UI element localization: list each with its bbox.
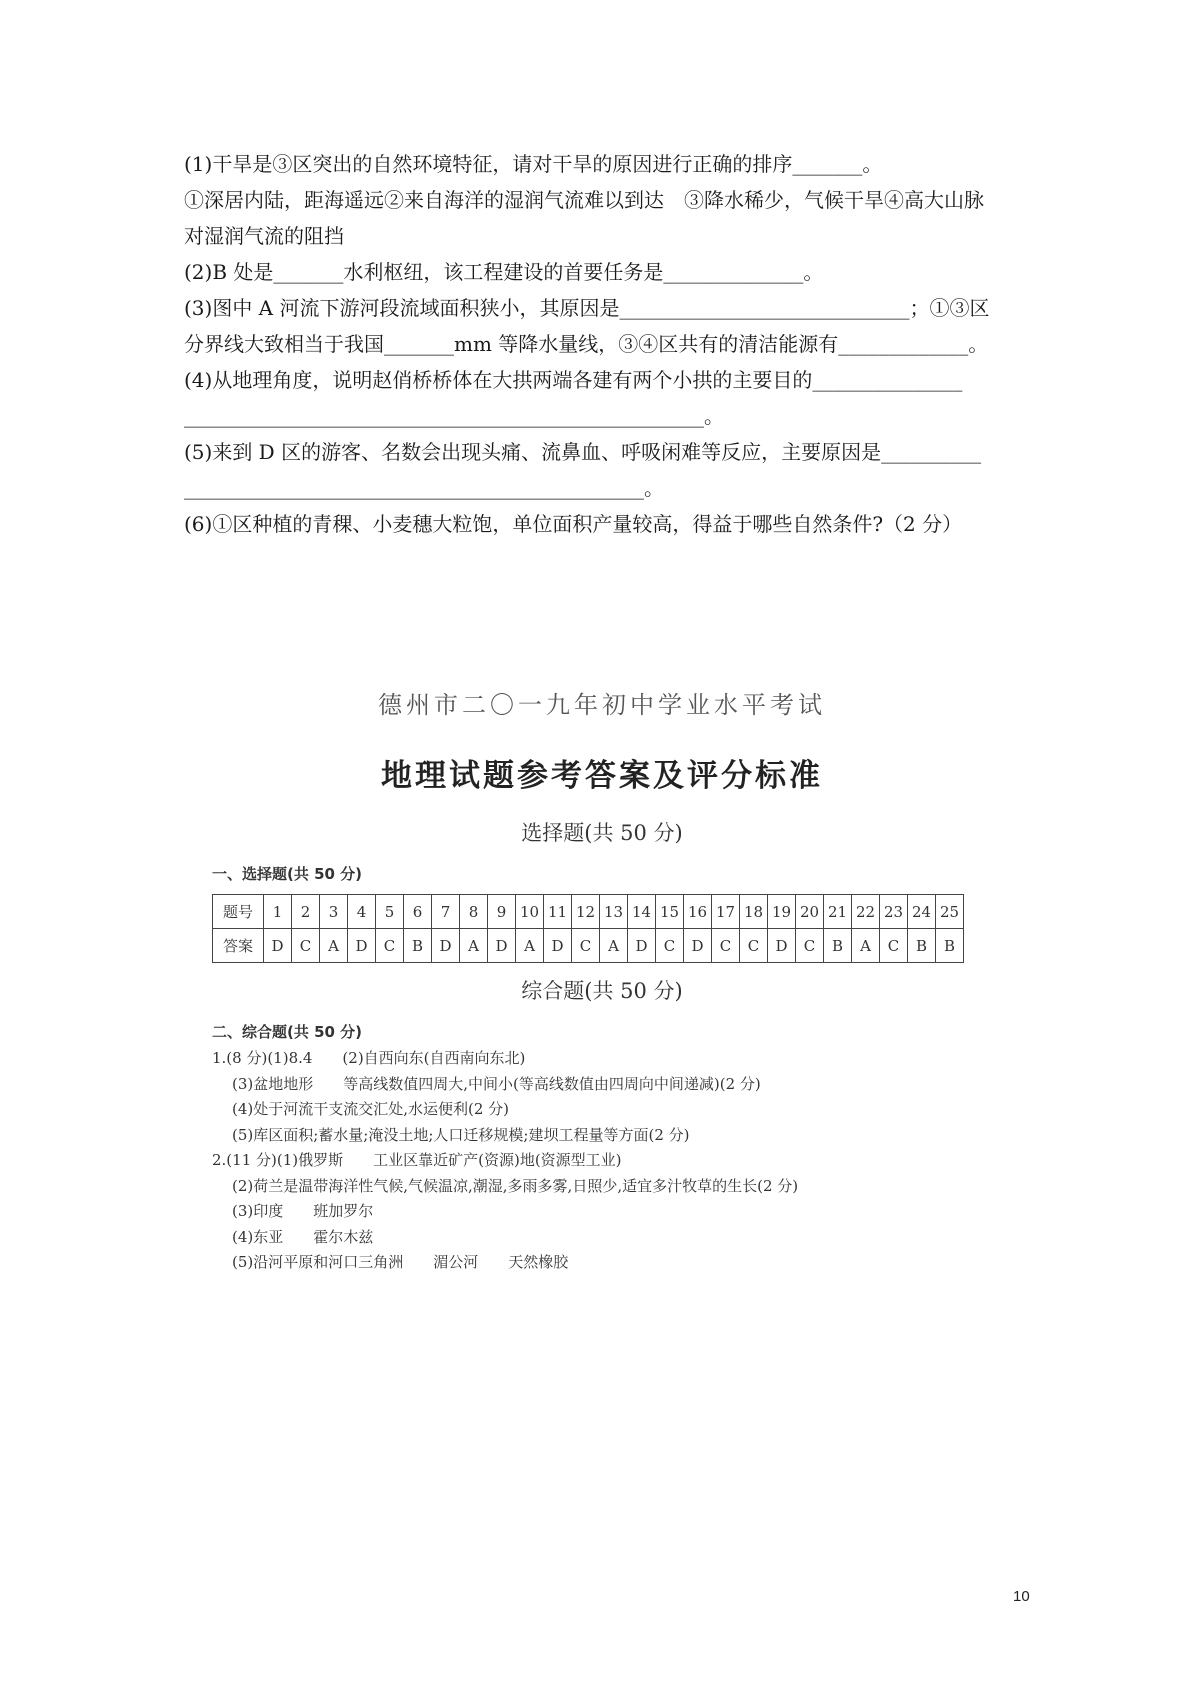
- answer-cell: D: [432, 929, 460, 963]
- question-number-cell: 3: [320, 895, 348, 929]
- question-number-cell: 4: [348, 895, 376, 929]
- answer-cell: B: [936, 929, 964, 963]
- question-number-cell: 21: [824, 895, 852, 929]
- table-row-numbers: [213, 895, 964, 929]
- answer-line: (2)荷兰是温带海洋性气候,气候温凉,潮湿,多雨多雾,日照少,适宜多汁牧草的生长(2 分): [232, 1176, 799, 1195]
- row-label: 答案: [213, 929, 264, 963]
- question-number-cell: 5: [376, 895, 404, 929]
- answer-cell: D: [684, 929, 712, 963]
- answer-cell: A: [600, 929, 628, 963]
- answer-cell: C: [880, 929, 908, 963]
- question-line: ____________________________________________________。: [184, 404, 724, 428]
- answer-line: 2.(11 分)(1)俄罗斯 工业区靠近矿产(资源)地(资源型工业): [212, 1151, 622, 1169]
- question-line: (6)①区种植的青稞、小麦穗大粒饱，单位面积产量较高，得益于哪些自然条件?（2 分）: [184, 512, 963, 536]
- answer-lines: [212, 1046, 992, 1276]
- answer-line: 1.(8 分)(1)8.4 (2)自西向东(自西南向东北): [212, 1049, 526, 1067]
- question-number-cell: 1: [264, 895, 292, 929]
- question-number-cell: 7: [432, 895, 460, 929]
- question-line: ①深居内陆，距海遥远②来自海洋的湿润气流难以到达 ③降水稀少，气候干旱④高大山脉: [184, 188, 984, 212]
- answer-cell: C: [712, 929, 740, 963]
- answer-line: (4)处于河流干支流交汇处,水运便利(2 分): [232, 1100, 510, 1118]
- answer-cell: D: [628, 929, 656, 963]
- answer-table: [212, 894, 964, 963]
- answer-cell: A: [320, 929, 348, 963]
- question-line: (1)干旱是③区突出的自然环境特征，请对干旱的原因进行正确的排序_______。: [184, 152, 883, 176]
- question-line: (5)来到 D 区的游客、名数会出现头痛、流鼻血、呼吸闲难等反应，主要原因是__________: [184, 440, 982, 464]
- question-number-cell: 20: [796, 895, 824, 929]
- question-number-cell: 19: [768, 895, 796, 929]
- question-number-cell: 22: [852, 895, 880, 929]
- question-block: [184, 146, 1030, 542]
- question-number-cell: 15: [656, 895, 684, 929]
- answer-line: (5)沿河平原和河口三角洲 湄公河 天然橡胶: [232, 1253, 569, 1271]
- question-number-cell: 17: [712, 895, 740, 929]
- answer-cell: C: [796, 929, 824, 963]
- answer-cell: A: [460, 929, 488, 963]
- answer-cell: C: [656, 929, 684, 963]
- question-number-cell: 6: [404, 895, 432, 929]
- table-row-answers: [213, 929, 964, 963]
- question-line: 分界线大致相当于我国_______mm 等降水量线，③④区共有的清洁能源有_____________。: [184, 332, 989, 356]
- question-number-cell: 25: [936, 895, 964, 929]
- question-line: (3)图中 A 河流下游河段流域面积狭小，其原因是_____________________________；①③区: [184, 296, 990, 320]
- answer-line: (5)库区面积;蓄水量;淹没土地;人口迁移规模;建坝工程量等方面(2 分): [232, 1125, 690, 1144]
- page-number: 10: [1013, 1588, 1030, 1605]
- choice-heading: 选择题(共 50 分): [521, 821, 683, 845]
- question-number-cell: 14: [628, 895, 656, 929]
- question-line: ______________________________________________。: [184, 476, 664, 500]
- section2-label: 二、综合题(共 50 分): [212, 1023, 363, 1041]
- answer-cell: B: [404, 929, 432, 963]
- answer-cell: C: [292, 929, 320, 963]
- exam-title: 德州市二〇一九年初中学业水平考试: [378, 691, 826, 719]
- question-number-cell: 23: [880, 895, 908, 929]
- answer-cell: D: [348, 929, 376, 963]
- row-label: 题号: [213, 895, 264, 929]
- section1-label: 一、选择题(共 50 分): [212, 865, 363, 883]
- question-line: (2)B 处是_______水利枢纽，该工程建设的首要任务是______________。: [184, 260, 824, 284]
- answer-line: (3)盆地地形 等高线数值四周大,中间小(等高线数值由四周向中间递减)(2 分): [232, 1074, 761, 1093]
- answer-cell: D: [544, 929, 572, 963]
- answer-cell: C: [376, 929, 404, 963]
- answer-cell: D: [264, 929, 292, 963]
- question-number-cell: 9: [488, 895, 516, 929]
- question-line: 对湿润气流的阻挡: [184, 224, 344, 248]
- answer-cell: C: [740, 929, 768, 963]
- question-number-cell: 8: [460, 895, 488, 929]
- question-number-cell: 11: [544, 895, 572, 929]
- answer-cell: A: [516, 929, 544, 963]
- question-number-cell: 2: [292, 895, 320, 929]
- question-number-cell: 16: [684, 895, 712, 929]
- answer-cell: B: [824, 929, 852, 963]
- answer-cell: A: [852, 929, 880, 963]
- answer-line: (4)东亚 霍尔木兹: [232, 1227, 374, 1246]
- answer-cell: D: [488, 929, 516, 963]
- answer-cell: D: [768, 929, 796, 963]
- question-number-cell: 10: [516, 895, 544, 929]
- answer-cell: C: [572, 929, 600, 963]
- answer-line: (3)印度 班加罗尔: [232, 1202, 374, 1220]
- answer-cell: B: [908, 929, 936, 963]
- question-line: (4)从地理角度，说明赵俏桥桥体在大拱两端各建有两个小拱的主要目的_______________: [184, 368, 963, 392]
- comp-heading: 综合题(共 50 分): [521, 979, 683, 1003]
- question-number-cell: 18: [740, 895, 768, 929]
- question-number-cell: 12: [572, 895, 600, 929]
- answer-key-title: 地理试题参考答案及评分标准: [381, 758, 823, 794]
- question-number-cell: 24: [908, 895, 936, 929]
- question-number-cell: 13: [600, 895, 628, 929]
- answer-key-section: [212, 685, 992, 1276]
